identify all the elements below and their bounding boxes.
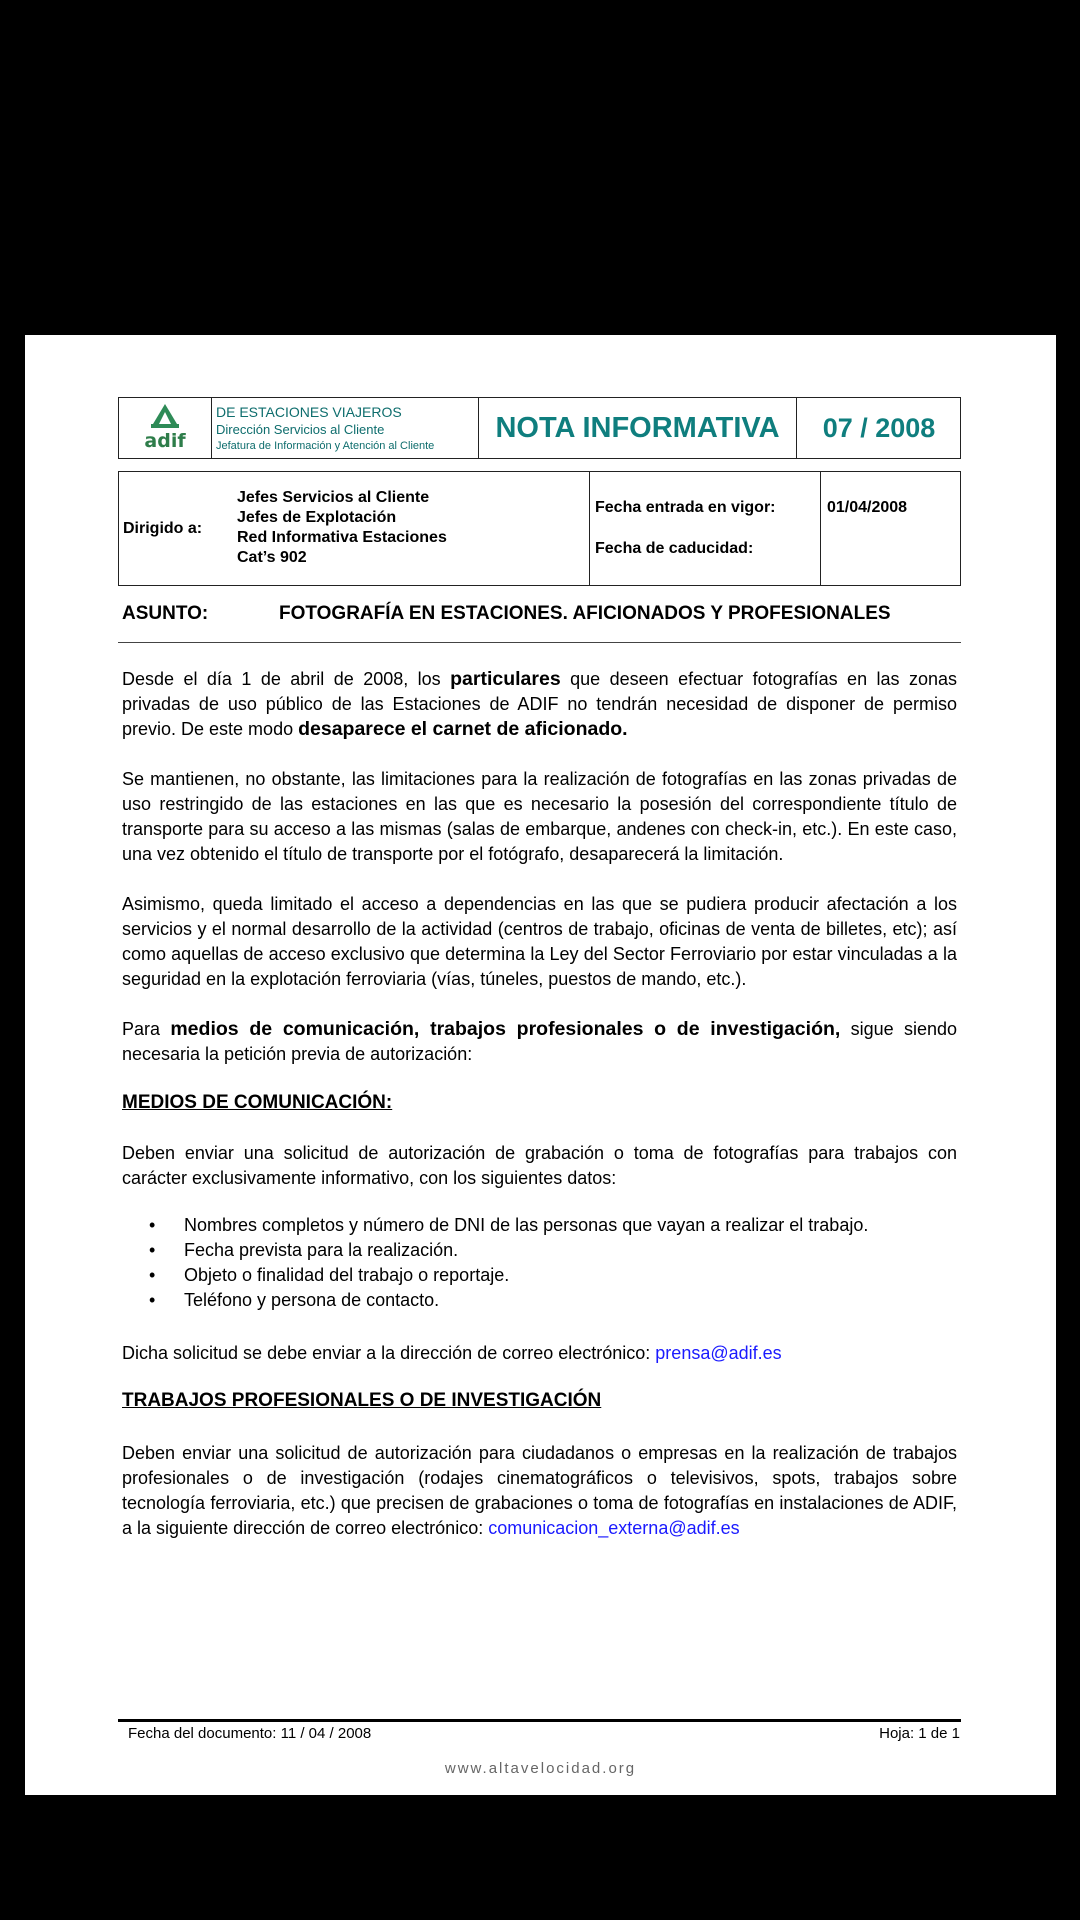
dept-line: Dirección Servicios al Cliente <box>216 422 385 437</box>
subject-label: ASUNTO: <box>122 603 209 624</box>
addressee-item: Red Informativa Estaciones <box>237 529 447 546</box>
addressee-item: Jefes de Explotación <box>237 509 397 526</box>
addressee-item: Cat’s 902 <box>237 549 307 566</box>
footer-page-number: Hoja: 1 de 1 <box>879 1725 960 1742</box>
text: Para <box>122 1019 171 1039</box>
list-item: • Teléfono y persona de contacto. <box>122 1288 868 1313</box>
dept-line: DE ESTACIONES VIAJEROS <box>216 404 402 420</box>
effective-date-value: 01/04/2008 <box>827 499 908 516</box>
dept-line: Jefatura de Información y Atención al Cliente <box>216 440 435 452</box>
emphasis: medios de comunicación, trabajos profesionales o de investigación, <box>170 1018 841 1040</box>
adif-logo <box>119 398 212 458</box>
text: sigue siendo necesaria la petición previa de autorización: <box>122 1019 958 1064</box>
department-block <box>211 398 479 458</box>
paragraph-5: Deben enviar una solicitud de autorización de grabación o toma de fotografías para trabajos con carácter exclusivamente informativo, con los siguientes datos: <box>122 1143 957 1188</box>
document-page <box>25 335 1056 1795</box>
emphasis: particulares <box>450 668 561 690</box>
list-item: • Nombres completos y número de DNI de las personas que vayan a realizar el trabajo. <box>122 1213 868 1238</box>
paragraph-2: Se mantienen, no obstante, las limitaciones para la realización de fotografías en las zonas privadas de uso restringido de las estaciones en las que es necesario la posesión del correspondiente título de transporte para su acceso a las mismas (salas de embarque, andenes con check-in, etc.). En este caso, una vez obtenido el título de transporte por el fotógrafo, desaparecerá la limitación. <box>122 769 957 864</box>
section-heading-media: MEDIOS DE COMUNICACIÓN: <box>122 1092 393 1113</box>
paragraph-1 <box>122 667 957 742</box>
addressee-item: Jefes Servicios al Cliente <box>237 489 430 506</box>
paragraph-7 <box>122 1441 957 1541</box>
text: Desde el día 1 de abril de 2008, los <box>122 669 451 689</box>
footer-divider <box>118 1719 961 1722</box>
divider <box>118 642 961 643</box>
addressee-box <box>118 471 961 586</box>
expiry-date-label: Fecha de caducidad: <box>595 540 754 557</box>
header-box <box>118 397 961 459</box>
text: Dicha solicitud se debe enviar a la dirección de correo electrónico: <box>122 1343 656 1363</box>
addressee-list <box>237 488 447 568</box>
list-item: • Objeto o finalidad del trabajo o reportaje. <box>122 1263 868 1288</box>
paragraph-4 <box>122 1017 957 1067</box>
email-link-comunicacion[interactable]: comunicacion_externa@adif.es <box>488 1518 740 1538</box>
document-number: 07 / 2008 <box>822 412 936 443</box>
paragraph-3: Asimismo, queda limitado el acceso a dependencias en las que se pudiera producir afectación a los servicios y el normal desarrollo de la actividad (centros de trabajo, oficinas de venta de billetes, etc); así como aquellas de acceso exclusivo que determina la Ley del Sector Ferroviario por estar vinculadas a la seguridad en la explotación ferroviaria (vías, túneles, puestos de mando, etc.). <box>122 894 957 989</box>
list-item: • Fecha prevista para la realización. <box>122 1238 868 1263</box>
requirements-list <box>122 1213 868 1313</box>
section-heading-professional: TRABAJOS PROFESIONALES O DE INVESTIGACIÓN <box>122 1390 602 1411</box>
watermark: www.altavelocidad.org <box>444 1760 637 1777</box>
effective-date-label: Fecha entrada en vigor: <box>595 499 776 516</box>
text: Deben enviar una solicitud de autorización para ciudadanos o empresas en la realización de trabajos profesionales o de investigación (rodajes cinematográficos o televisivos, spots, trabajos sobre tecnología ferroviaria, etc.) que precisen de grabaciones o toma de fotografías en instalaciones de ADIF, a la siguiente dirección de correo electrónico: <box>122 1443 957 1538</box>
paragraph-6 <box>122 1341 957 1366</box>
footer-document-date: Fecha del documento: 11 / 04 / 2008 <box>128 1725 372 1742</box>
dates-labels <box>589 472 821 585</box>
subject-text: FOTOGRAFÍA EN ESTACIONES. AFICIONADOS Y PROFESIONALES <box>279 603 891 624</box>
emphasis: desaparece el carnet de aficionado. <box>298 718 628 740</box>
document-title: NOTA INFORMATIVA <box>479 398 797 458</box>
logo-text: adif <box>144 430 186 452</box>
text: que deseen efectuar fotografías en las zonas privadas de uso público de las Estaciones de ADIF no tendrán necesidad de disponer de permiso previo. De este modo <box>122 669 957 739</box>
addressee-label: Dirigido a: <box>123 519 203 537</box>
email-link-prensa[interactable]: prensa@adif.es <box>655 1343 782 1363</box>
